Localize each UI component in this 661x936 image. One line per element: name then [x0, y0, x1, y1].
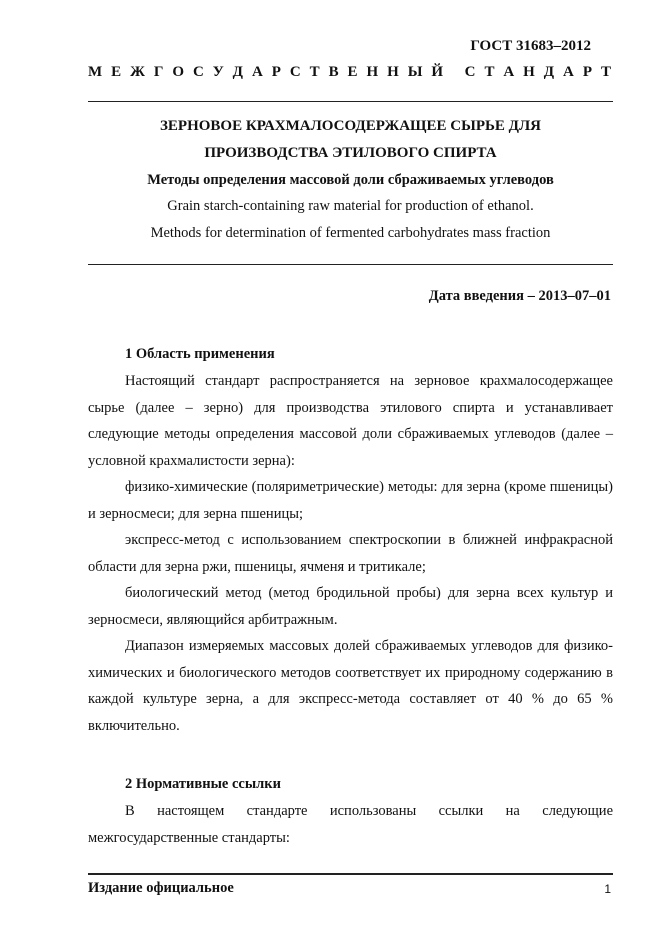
- banner-letter: Н: [387, 64, 399, 80]
- title-line-2: ПРОИЗВОДСТВА ЭТИЛОВОГО СПИРТА: [204, 145, 497, 161]
- banner-letter: Т: [484, 64, 495, 80]
- banner-letter: С: [464, 64, 476, 80]
- banner-letter: А: [503, 64, 515, 80]
- introduction-date: Дата введения – 2013–07–01: [428, 288, 611, 304]
- paragraph: Диапазон измеряемых массовых долей сбраживаемых углеводов для физико-химических и биологического методов соответствует их природному содержанию в каждой культуре зерна, а для экспресс-метода составляет от 40 % до 65 % включительно.: [88, 638, 613, 734]
- section-2-heading: 2 Нормативные ссылки: [125, 776, 281, 792]
- footer-rule: [88, 873, 613, 875]
- banner-letter: Ы: [407, 64, 423, 80]
- banner-letter: Р: [582, 64, 592, 80]
- title-rule: [88, 264, 613, 265]
- banner-letter: Д: [232, 64, 243, 80]
- paragraph: биологический метод (метод бродильной пробы) для зерна всех культур и зерносмеси, являющийся арбитражным.: [88, 585, 613, 628]
- document-code: ГОСТ 31683–2012: [470, 38, 591, 54]
- standard-banner: [88, 64, 611, 81]
- banner-letter: Г: [153, 64, 164, 80]
- subtitle: Методы определения массовой доли сбраживаемых углеводов: [147, 172, 554, 188]
- edition-label: Издание официальное: [88, 880, 234, 896]
- banner-letter: Т: [600, 64, 611, 80]
- banner-letter: С: [192, 64, 204, 80]
- banner-letter: О: [172, 64, 184, 80]
- title-line-1: ЗЕРНОВОЕ КРАХМАЛОСОДЕРЖАЩЕЕ СЫРЬЕ ДЛЯ: [160, 118, 541, 134]
- banner-letter: Р: [271, 64, 281, 80]
- section-1-heading: 1 Область применения: [125, 346, 275, 362]
- paragraph: Настоящий стандарт распространяется на зерновое крахмалосодержащее сырье (далее – зерно) для производства этилового спирта и устанавливает следующие методы определения массовой доли сбраживаемых углеводов (далее – условной крахмалистости зерна):: [88, 373, 613, 469]
- paragraph: экспресс-метод с использованием спектроскопии в ближней инфракрасной области для зерна ржи, пшеницы, ячменя и тритикале;: [88, 532, 613, 575]
- paragraph: физико-химические (поляриметрические) методы: для зерна (кроме пшеницы) и зерносмеси; для зерна пшеницы;: [88, 479, 613, 522]
- banner-letter: М: [88, 64, 103, 80]
- banner-letter: Д: [543, 64, 555, 80]
- banner-letter: У: [212, 64, 224, 80]
- banner-letter: А: [251, 64, 263, 80]
- banner-letter: [452, 64, 456, 81]
- header-rule: [88, 101, 613, 102]
- english-title-line-1: Grain starch-containing raw material for production of ethanol.: [167, 198, 534, 214]
- banner-letter: Т: [309, 64, 320, 80]
- banner-letter: Е: [347, 64, 358, 80]
- english-title-line-2: Methods for determination of fermented carbohydrates mass fraction: [150, 225, 551, 241]
- banner-letter: Ж: [130, 64, 145, 80]
- banner-letter: Н: [523, 64, 535, 80]
- banner-letter: В: [328, 64, 339, 80]
- paragraph: В настоящем стандарте использованы ссылки на следующие межгосударственные стандарты:: [88, 803, 613, 846]
- banner-letter: А: [563, 64, 574, 80]
- banner-letter: Н: [366, 64, 379, 80]
- banner-letter: Е: [111, 64, 122, 80]
- banner-letter: С: [289, 64, 301, 80]
- banner-letter: Й: [431, 64, 444, 80]
- page-number: 1: [604, 882, 611, 896]
